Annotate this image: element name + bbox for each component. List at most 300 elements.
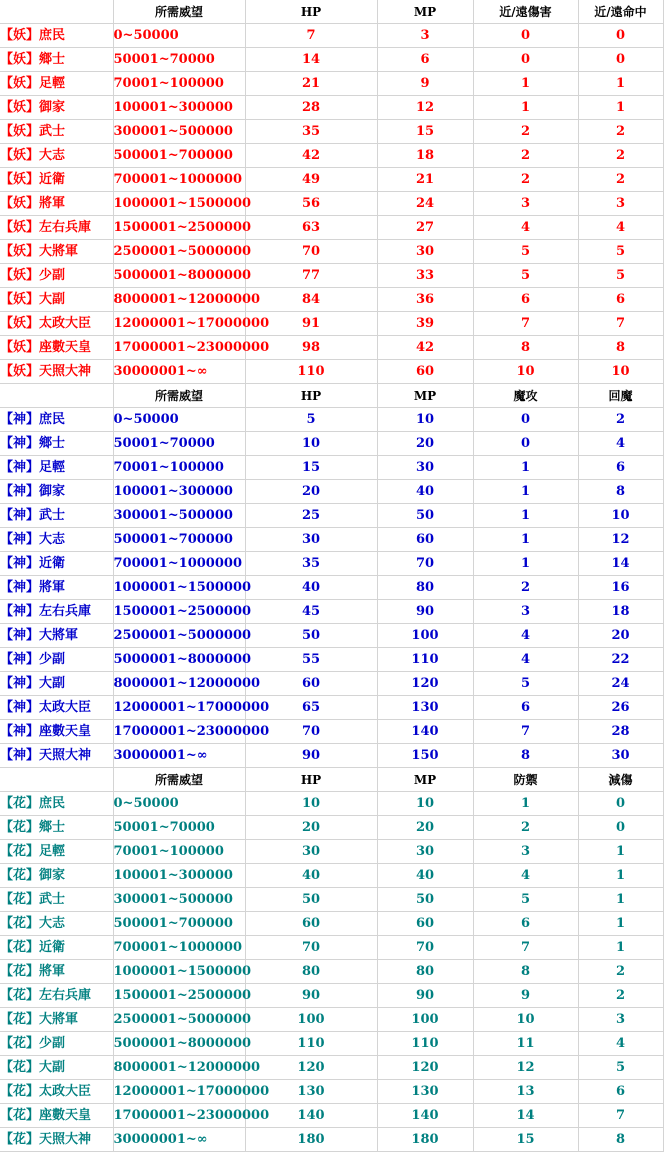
table-row: [0, 888, 663, 912]
shen-stat-a-cell: 4: [473, 648, 578, 672]
shen-header-row: [0, 384, 663, 408]
shen-stat-b-cell: 22: [578, 648, 663, 672]
hua-mp-cell: 70: [377, 936, 473, 960]
yao-mp-cell: 36: [377, 288, 473, 312]
yao-rank-name-cell: 【妖】座數天皇: [0, 336, 113, 360]
hua-header-required-prestige: 所需威望: [113, 768, 245, 792]
table-row: [0, 912, 663, 936]
table-row: [0, 432, 663, 456]
yao-rank-name-cell: 【妖】武士: [0, 120, 113, 144]
shen-stat-b-cell: 30: [578, 744, 663, 768]
yao-required-prestige-cell: 70001~100000: [113, 72, 245, 96]
shen-stat-a-cell: 8: [473, 744, 578, 768]
hua-stat-a-cell: 13: [473, 1080, 578, 1104]
hua-rank-name-cell: 【花】座數天皇: [0, 1104, 113, 1128]
hua-hp-cell: 50: [245, 888, 377, 912]
yao-required-prestige-cell: 17000001~23000000: [113, 336, 245, 360]
yao-hp-cell: 7: [245, 24, 377, 48]
hua-stat-a-cell: 6: [473, 912, 578, 936]
hua-stat-a-cell: 10: [473, 1008, 578, 1032]
shen-stat-a-cell: 0: [473, 408, 578, 432]
hua-hp-cell: 70: [245, 936, 377, 960]
hua-header-rank-name: [0, 768, 113, 792]
yao-stat-a-cell: 2: [473, 120, 578, 144]
yao-rank-name-cell: 【妖】左右兵庫: [0, 216, 113, 240]
yao-header-rank-name: [0, 0, 113, 24]
yao-rank-name-cell: 【妖】大志: [0, 144, 113, 168]
yao-stat-a-cell: 7: [473, 312, 578, 336]
hua-stat-a-cell: 11: [473, 1032, 578, 1056]
hua-rank-name-cell: 【花】天照大神: [0, 1128, 113, 1152]
yao-header-row: [0, 0, 663, 24]
yao-required-prestige-cell: 8000001~12000000: [113, 288, 245, 312]
yao-mp-cell: 39: [377, 312, 473, 336]
hua-mp-cell: 100: [377, 1008, 473, 1032]
shen-mp-cell: 90: [377, 600, 473, 624]
hua-hp-cell: 130: [245, 1080, 377, 1104]
shen-stat-a-cell: 1: [473, 456, 578, 480]
hua-required-prestige-cell: 70001~100000: [113, 840, 245, 864]
shen-header-rank-name: [0, 384, 113, 408]
hua-required-prestige-cell: 500001~700000: [113, 912, 245, 936]
shen-hp-cell: 60: [245, 672, 377, 696]
shen-hp-cell: 40: [245, 576, 377, 600]
yao-rank-name-cell: 【妖】將軍: [0, 192, 113, 216]
hua-rank-name-cell: 【花】庶民: [0, 792, 113, 816]
hua-stat-a-cell: 15: [473, 1128, 578, 1152]
hua-stat-b-cell: 1: [578, 864, 663, 888]
shen-stat-b-cell: 24: [578, 672, 663, 696]
yao-mp-cell: 6: [377, 48, 473, 72]
hua-stat-a-cell: 7: [473, 936, 578, 960]
hua-stat-b-cell: 1: [578, 888, 663, 912]
hua-mp-cell: 50: [377, 888, 473, 912]
hua-stat-b-cell: 3: [578, 1008, 663, 1032]
shen-stat-a-cell: 1: [473, 528, 578, 552]
shen-required-prestige-cell: 0~50000: [113, 408, 245, 432]
table-row: [0, 696, 663, 720]
yao-required-prestige-cell: 1500001~2500000: [113, 216, 245, 240]
table-row: [0, 456, 663, 480]
yao-stat-a-cell: 2: [473, 144, 578, 168]
table-row: [0, 168, 663, 192]
hua-stat-b-cell: 2: [578, 960, 663, 984]
shen-stat-a-cell: 1: [473, 504, 578, 528]
yao-stat-a-cell: 3: [473, 192, 578, 216]
table-row: [0, 984, 663, 1008]
shen-stat-b-cell: 4: [578, 432, 663, 456]
shen-required-prestige-cell: 70001~100000: [113, 456, 245, 480]
table-row: [0, 1056, 663, 1080]
shen-mp-cell: 20: [377, 432, 473, 456]
shen-hp-cell: 45: [245, 600, 377, 624]
shen-hp-cell: 25: [245, 504, 377, 528]
hua-required-prestige-cell: 8000001~12000000: [113, 1056, 245, 1080]
hua-mp-cell: 120: [377, 1056, 473, 1080]
hua-required-prestige-cell: 300001~500000: [113, 888, 245, 912]
yao-rank-name-cell: 【妖】少副: [0, 264, 113, 288]
yao-stat-b-cell: 1: [578, 96, 663, 120]
yao-hp-cell: 42: [245, 144, 377, 168]
hua-stat-b-cell: 5: [578, 1056, 663, 1080]
shen-rank-name-cell: 【神】天照大神: [0, 744, 113, 768]
hua-mp-cell: 130: [377, 1080, 473, 1104]
table-row: [0, 24, 663, 48]
yao-mp-cell: 18: [377, 144, 473, 168]
yao-stat-b-cell: 3: [578, 192, 663, 216]
yao-rank-name-cell: 【妖】太政大臣: [0, 312, 113, 336]
hua-mp-cell: 90: [377, 984, 473, 1008]
yao-mp-cell: 15: [377, 120, 473, 144]
yao-stat-b-cell: 7: [578, 312, 663, 336]
table-row: [0, 552, 663, 576]
yao-hp-cell: 77: [245, 264, 377, 288]
yao-rank-name-cell: 【妖】大將軍: [0, 240, 113, 264]
hua-stat-a-cell: 8: [473, 960, 578, 984]
hua-rank-name-cell: 【花】近衛: [0, 936, 113, 960]
yao-stat-a-cell: 2: [473, 168, 578, 192]
hua-mp-cell: 110: [377, 1032, 473, 1056]
hua-required-prestige-cell: 2500001~5000000: [113, 1008, 245, 1032]
shen-hp-cell: 5: [245, 408, 377, 432]
shen-rank-name-cell: 【神】鄉士: [0, 432, 113, 456]
yao-hp-cell: 28: [245, 96, 377, 120]
shen-stat-b-cell: 2: [578, 408, 663, 432]
shen-stat-a-cell: 2: [473, 576, 578, 600]
yao-required-prestige-cell: 700001~1000000: [113, 168, 245, 192]
hua-stat-b-cell: 1: [578, 936, 663, 960]
yao-required-prestige-cell: 12000001~17000000: [113, 312, 245, 336]
hua-stat-b-cell: 4: [578, 1032, 663, 1056]
shen-mp-cell: 120: [377, 672, 473, 696]
hua-hp-cell: 80: [245, 960, 377, 984]
shen-rank-name-cell: 【神】御家: [0, 480, 113, 504]
hua-stat-a-cell: 1: [473, 792, 578, 816]
hua-stat-a-cell: 5: [473, 888, 578, 912]
yao-required-prestige-cell: 5000001~8000000: [113, 264, 245, 288]
hua-mp-cell: 30: [377, 840, 473, 864]
hua-hp-cell: 20: [245, 816, 377, 840]
hua-required-prestige-cell: 50001~70000: [113, 816, 245, 840]
shen-header-stat-a: 魔攻: [473, 384, 578, 408]
yao-stat-b-cell: 0: [578, 24, 663, 48]
shen-stat-a-cell: 0: [473, 432, 578, 456]
yao-required-prestige-cell: 1000001~1500000: [113, 192, 245, 216]
yao-stat-a-cell: 5: [473, 240, 578, 264]
table-row: [0, 480, 663, 504]
yao-required-prestige-cell: 100001~300000: [113, 96, 245, 120]
hua-rank-name-cell: 【花】武士: [0, 888, 113, 912]
hua-rank-name-cell: 【花】御家: [0, 864, 113, 888]
shen-rank-name-cell: 【神】少副: [0, 648, 113, 672]
table-row: [0, 672, 663, 696]
table-row: [0, 840, 663, 864]
shen-stat-a-cell: 4: [473, 624, 578, 648]
table-row: [0, 360, 663, 384]
yao-mp-cell: 21: [377, 168, 473, 192]
shen-required-prestige-cell: 700001~1000000: [113, 552, 245, 576]
shen-hp-cell: 90: [245, 744, 377, 768]
table-row: [0, 408, 663, 432]
yao-stat-b-cell: 1: [578, 72, 663, 96]
hua-required-prestige-cell: 1000001~1500000: [113, 960, 245, 984]
shen-hp-cell: 10: [245, 432, 377, 456]
yao-stat-a-cell: 0: [473, 24, 578, 48]
shen-mp-cell: 30: [377, 456, 473, 480]
yao-hp-cell: 98: [245, 336, 377, 360]
table-row: [0, 504, 663, 528]
hua-hp-cell: 100: [245, 1008, 377, 1032]
yao-stat-b-cell: 2: [578, 144, 663, 168]
shen-mp-cell: 70: [377, 552, 473, 576]
hua-hp-cell: 10: [245, 792, 377, 816]
yao-header-required-prestige: 所需威望: [113, 0, 245, 24]
yao-header-hp: HP: [245, 0, 377, 24]
yao-required-prestige-cell: 300001~500000: [113, 120, 245, 144]
yao-stat-b-cell: 5: [578, 264, 663, 288]
hua-hp-cell: 30: [245, 840, 377, 864]
hua-header-mp: MP: [377, 768, 473, 792]
yao-stat-b-cell: 4: [578, 216, 663, 240]
yao-mp-cell: 27: [377, 216, 473, 240]
hua-stat-b-cell: 8: [578, 1128, 663, 1152]
yao-hp-cell: 21: [245, 72, 377, 96]
table-row: [0, 720, 663, 744]
shen-mp-cell: 10: [377, 408, 473, 432]
yao-mp-cell: 12: [377, 96, 473, 120]
yao-hp-cell: 49: [245, 168, 377, 192]
shen-stat-b-cell: 16: [578, 576, 663, 600]
yao-mp-cell: 30: [377, 240, 473, 264]
yao-stat-b-cell: 5: [578, 240, 663, 264]
shen-stat-a-cell: 1: [473, 480, 578, 504]
yao-hp-cell: 70: [245, 240, 377, 264]
hua-mp-cell: 140: [377, 1104, 473, 1128]
hua-required-prestige-cell: 5000001~8000000: [113, 1032, 245, 1056]
hua-required-prestige-cell: 1500001~2500000: [113, 984, 245, 1008]
hua-stat-b-cell: 0: [578, 792, 663, 816]
table-row: [0, 528, 663, 552]
hua-required-prestige-cell: 100001~300000: [113, 864, 245, 888]
shen-mp-cell: 110: [377, 648, 473, 672]
shen-stat-b-cell: 20: [578, 624, 663, 648]
yao-rank-name-cell: 【妖】鄉士: [0, 48, 113, 72]
table-row: [0, 192, 663, 216]
table-row: [0, 816, 663, 840]
hua-stat-a-cell: 12: [473, 1056, 578, 1080]
hua-hp-cell: 120: [245, 1056, 377, 1080]
shen-stat-a-cell: 3: [473, 600, 578, 624]
shen-rank-name-cell: 【神】武士: [0, 504, 113, 528]
hua-rank-name-cell: 【花】足輕: [0, 840, 113, 864]
table-row: [0, 1080, 663, 1104]
shen-stat-a-cell: 6: [473, 696, 578, 720]
table-row: [0, 120, 663, 144]
hua-stat-b-cell: 7: [578, 1104, 663, 1128]
table-row: [0, 792, 663, 816]
yao-stat-a-cell: 0: [473, 48, 578, 72]
hua-stat-a-cell: 4: [473, 864, 578, 888]
shen-required-prestige-cell: 2500001~5000000: [113, 624, 245, 648]
yao-mp-cell: 60: [377, 360, 473, 384]
shen-stat-b-cell: 14: [578, 552, 663, 576]
table-row: [0, 144, 663, 168]
table-row: [0, 96, 663, 120]
yao-rank-name-cell: 【妖】大副: [0, 288, 113, 312]
shen-mp-cell: 150: [377, 744, 473, 768]
hua-stat-b-cell: 2: [578, 984, 663, 1008]
hua-rank-name-cell: 【花】鄉士: [0, 816, 113, 840]
hua-hp-cell: 140: [245, 1104, 377, 1128]
hua-stat-b-cell: 1: [578, 840, 663, 864]
yao-header-mp: MP: [377, 0, 473, 24]
yao-stat-a-cell: 6: [473, 288, 578, 312]
yao-stat-a-cell: 1: [473, 72, 578, 96]
shen-rank-name-cell: 【神】庶民: [0, 408, 113, 432]
yao-hp-cell: 84: [245, 288, 377, 312]
hua-required-prestige-cell: 700001~1000000: [113, 936, 245, 960]
yao-hp-cell: 56: [245, 192, 377, 216]
yao-header-stat-b: 近/遠命中: [578, 0, 663, 24]
hua-rank-name-cell: 【花】大志: [0, 912, 113, 936]
yao-hp-cell: 110: [245, 360, 377, 384]
yao-stat-b-cell: 6: [578, 288, 663, 312]
hua-required-prestige-cell: 0~50000: [113, 792, 245, 816]
table-row: [0, 936, 663, 960]
hua-rank-name-cell: 【花】左右兵庫: [0, 984, 113, 1008]
hua-rank-name-cell: 【花】太政大臣: [0, 1080, 113, 1104]
shen-mp-cell: 60: [377, 528, 473, 552]
yao-rank-name-cell: 【妖】御家: [0, 96, 113, 120]
yao-mp-cell: 3: [377, 24, 473, 48]
shen-stat-b-cell: 26: [578, 696, 663, 720]
table-row: [0, 312, 663, 336]
shen-mp-cell: 100: [377, 624, 473, 648]
hua-rank-name-cell: 【花】少副: [0, 1032, 113, 1056]
hua-stat-a-cell: 2: [473, 816, 578, 840]
hua-stat-b-cell: 0: [578, 816, 663, 840]
shen-rank-name-cell: 【神】太政大臣: [0, 696, 113, 720]
hua-stat-b-cell: 6: [578, 1080, 663, 1104]
shen-required-prestige-cell: 100001~300000: [113, 480, 245, 504]
yao-stat-a-cell: 5: [473, 264, 578, 288]
hua-rank-name-cell: 【花】將軍: [0, 960, 113, 984]
shen-hp-cell: 15: [245, 456, 377, 480]
shen-rank-name-cell: 【神】大將軍: [0, 624, 113, 648]
hua-header-stat-a: 防禦: [473, 768, 578, 792]
shen-stat-b-cell: 18: [578, 600, 663, 624]
shen-mp-cell: 40: [377, 480, 473, 504]
shen-required-prestige-cell: 30000001~∞: [113, 744, 245, 768]
shen-header-mp: MP: [377, 384, 473, 408]
shen-hp-cell: 20: [245, 480, 377, 504]
yao-header-stat-a: 近/遠傷害: [473, 0, 578, 24]
shen-header-required-prestige: 所需威望: [113, 384, 245, 408]
table-row: [0, 1008, 663, 1032]
yao-stat-a-cell: 1: [473, 96, 578, 120]
yao-stat-b-cell: 8: [578, 336, 663, 360]
hua-mp-cell: 60: [377, 912, 473, 936]
shen-hp-cell: 50: [245, 624, 377, 648]
yao-stat-b-cell: 2: [578, 120, 663, 144]
shen-rank-name-cell: 【神】足輕: [0, 456, 113, 480]
table-row: [0, 1032, 663, 1056]
hua-hp-cell: 90: [245, 984, 377, 1008]
shen-stat-b-cell: 28: [578, 720, 663, 744]
yao-stat-a-cell: 8: [473, 336, 578, 360]
table-row: [0, 600, 663, 624]
shen-hp-cell: 35: [245, 552, 377, 576]
shen-rank-name-cell: 【神】將軍: [0, 576, 113, 600]
shen-hp-cell: 30: [245, 528, 377, 552]
hua-required-prestige-cell: 12000001~17000000: [113, 1080, 245, 1104]
yao-hp-cell: 63: [245, 216, 377, 240]
table-row: [0, 624, 663, 648]
yao-mp-cell: 33: [377, 264, 473, 288]
yao-rank-name-cell: 【妖】足輕: [0, 72, 113, 96]
yao-required-prestige-cell: 2500001~5000000: [113, 240, 245, 264]
shen-required-prestige-cell: 1500001~2500000: [113, 600, 245, 624]
yao-rank-name-cell: 【妖】庶民: [0, 24, 113, 48]
shen-stat-a-cell: 1: [473, 552, 578, 576]
table-row: [0, 864, 663, 888]
shen-mp-cell: 80: [377, 576, 473, 600]
shen-required-prestige-cell: 12000001~17000000: [113, 696, 245, 720]
shen-stat-a-cell: 5: [473, 672, 578, 696]
shen-required-prestige-cell: 5000001~8000000: [113, 648, 245, 672]
hua-mp-cell: 80: [377, 960, 473, 984]
table-row: [0, 264, 663, 288]
yao-hp-cell: 14: [245, 48, 377, 72]
shen-required-prestige-cell: 17000001~23000000: [113, 720, 245, 744]
table-row: [0, 1128, 663, 1152]
table-row: [0, 576, 663, 600]
yao-required-prestige-cell: 50001~70000: [113, 48, 245, 72]
shen-stat-a-cell: 7: [473, 720, 578, 744]
yao-stat-b-cell: 10: [578, 360, 663, 384]
yao-rank-name-cell: 【妖】近衛: [0, 168, 113, 192]
hua-hp-cell: 40: [245, 864, 377, 888]
yao-required-prestige-cell: 0~50000: [113, 24, 245, 48]
table-row: [0, 648, 663, 672]
hua-mp-cell: 40: [377, 864, 473, 888]
table-row: [0, 216, 663, 240]
shen-mp-cell: 130: [377, 696, 473, 720]
hua-stat-a-cell: 14: [473, 1104, 578, 1128]
shen-rank-name-cell: 【神】大志: [0, 528, 113, 552]
table-row: [0, 288, 663, 312]
yao-stat-a-cell: 4: [473, 216, 578, 240]
yao-mp-cell: 9: [377, 72, 473, 96]
shen-hp-cell: 65: [245, 696, 377, 720]
yao-rank-name-cell: 【妖】天照大神: [0, 360, 113, 384]
shen-mp-cell: 140: [377, 720, 473, 744]
shen-hp-cell: 55: [245, 648, 377, 672]
yao-stat-a-cell: 10: [473, 360, 578, 384]
yao-required-prestige-cell: 30000001~∞: [113, 360, 245, 384]
yao-stat-b-cell: 2: [578, 168, 663, 192]
shen-stat-b-cell: 12: [578, 528, 663, 552]
shen-rank-name-cell: 【神】大副: [0, 672, 113, 696]
shen-required-prestige-cell: 1000001~1500000: [113, 576, 245, 600]
shen-header-stat-b: 回魔: [578, 384, 663, 408]
hua-stat-a-cell: 9: [473, 984, 578, 1008]
shen-required-prestige-cell: 8000001~12000000: [113, 672, 245, 696]
shen-required-prestige-cell: 50001~70000: [113, 432, 245, 456]
shen-rank-name-cell: 【神】座數天皇: [0, 720, 113, 744]
shen-rank-name-cell: 【神】近衛: [0, 552, 113, 576]
shen-stat-b-cell: 10: [578, 504, 663, 528]
